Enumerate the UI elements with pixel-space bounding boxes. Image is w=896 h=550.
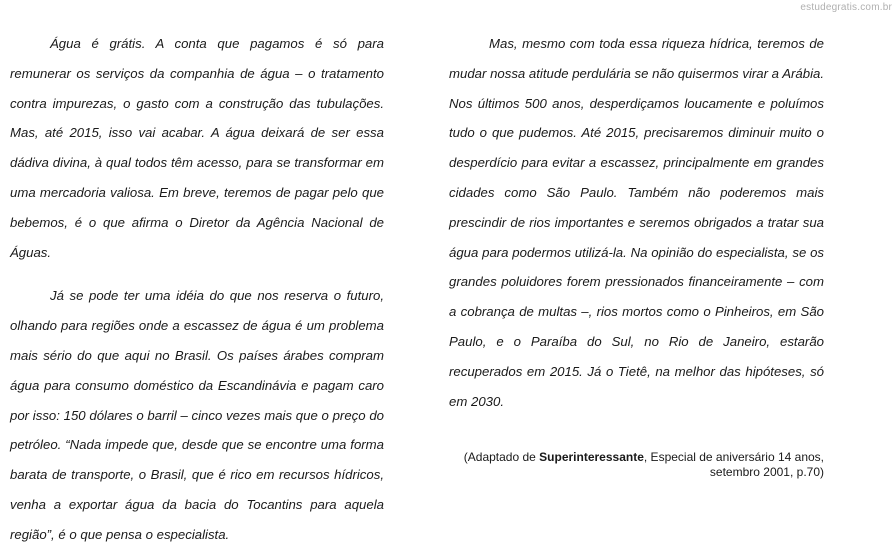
paragraph-line: água para podermos utilizá-la. Na opinião do especialista, se os xyxy=(449,244,824,260)
paragraph-line: em 2030. xyxy=(449,393,504,409)
right-column xyxy=(449,29,824,416)
site-watermark: estudegratis.com.br xyxy=(800,2,892,13)
paragraph-line: região”, é o que pensa o especialista. xyxy=(10,526,230,542)
paragraph-line: por isso: 150 dólares o barril – cinco vezes mais que o preço do xyxy=(10,407,384,423)
paragraph-line: mudar nossa atitude perdulária se não quisermos virar a Arábia. xyxy=(449,65,824,81)
paragraph-line: remunerar os serviços da companhia de água – o tratamento xyxy=(10,65,384,81)
source-title: Superinteressante xyxy=(539,450,644,464)
paragraph-line: a cobrança de multas –, rios mortos como o Pinheiros, em São xyxy=(449,304,824,320)
left-column xyxy=(10,29,384,550)
paragraph-2 xyxy=(10,281,384,549)
source-prefix: (Adaptado de xyxy=(463,450,540,464)
paragraph-line: olhando para regiões onde a escassez de água é um problema xyxy=(10,318,384,334)
paragraph-line: Águas. xyxy=(10,244,52,260)
paragraph-line: mais sério do que aqui no Brasil. Os países árabes compram xyxy=(10,347,384,363)
source-line-1 xyxy=(449,450,824,465)
paragraph-line: contra impurezas, o gasto com a construção das tubulações. xyxy=(10,95,384,111)
paragraph-line: Água é grátis. A conta que pagamos é só para xyxy=(50,36,384,51)
paragraph-1 xyxy=(10,29,384,267)
paragraph-line: uma mercadoria valiosa. Em breve, teremos de pagar pelo que xyxy=(10,184,384,200)
paragraph-line: Paulo, e o Paraíba do Sul, no Rio de Janeiro, estarão xyxy=(449,333,824,349)
paragraph-line: prescindir de rios importantes e seremos obrigados a tratar sua xyxy=(449,214,824,230)
source-suffix: , Especial de aniversário 14 anos, xyxy=(643,450,824,464)
source-citation xyxy=(449,450,824,480)
paragraph-line: barata de transporte, o Brasil, que é rico em recursos hídricos, xyxy=(10,467,384,483)
paragraph-3 xyxy=(449,29,824,416)
paragraph-line: desperdício para evitar a escassez, principalmente em grandes xyxy=(449,155,824,171)
paragraph-line: Mas, mesmo com toda essa riqueza hídrica, teremos de xyxy=(489,36,824,51)
paragraph-line: recuperados em 2015. Já o Tietê, na melhor das hipóteses, só xyxy=(449,363,824,379)
paragraph-line: Nos últimos 500 anos, desperdiçamos loucamente e poluímos xyxy=(449,95,824,111)
paragraph-line: grandes poluidores forem pressionados financeiramente – com xyxy=(449,274,824,290)
paragraph-line: tudo o que pudemos. Até 2015, precisaremos diminuir muito o xyxy=(449,125,824,141)
paragraph-line: cidades como São Paulo. Também não poderemos mais xyxy=(449,184,824,200)
paragraph-line: dádiva divina, à qual todos têm acesso, para se transformar em xyxy=(10,155,384,171)
paragraph-line: bebemos, é o que afirma o Diretor da Agência Nacional de xyxy=(10,214,384,230)
paragraph-line: petróleo. “Nada impede que, desde que se encontre uma forma xyxy=(10,437,384,453)
paragraph-line: venha a exportar água da bacia do Tocantins para aquela xyxy=(10,496,384,512)
source-line-2: setembro 2001, p.70) xyxy=(709,465,824,479)
paragraph-line: Mas, até 2015, isso vai acabar. A água deixará de ser essa xyxy=(10,125,384,141)
paragraph-line: Já se pode ter uma idéia do que nos reserva o futuro, xyxy=(50,288,384,304)
paragraph-line: água para consumo doméstico da Escandinávia e pagam caro xyxy=(10,377,384,393)
